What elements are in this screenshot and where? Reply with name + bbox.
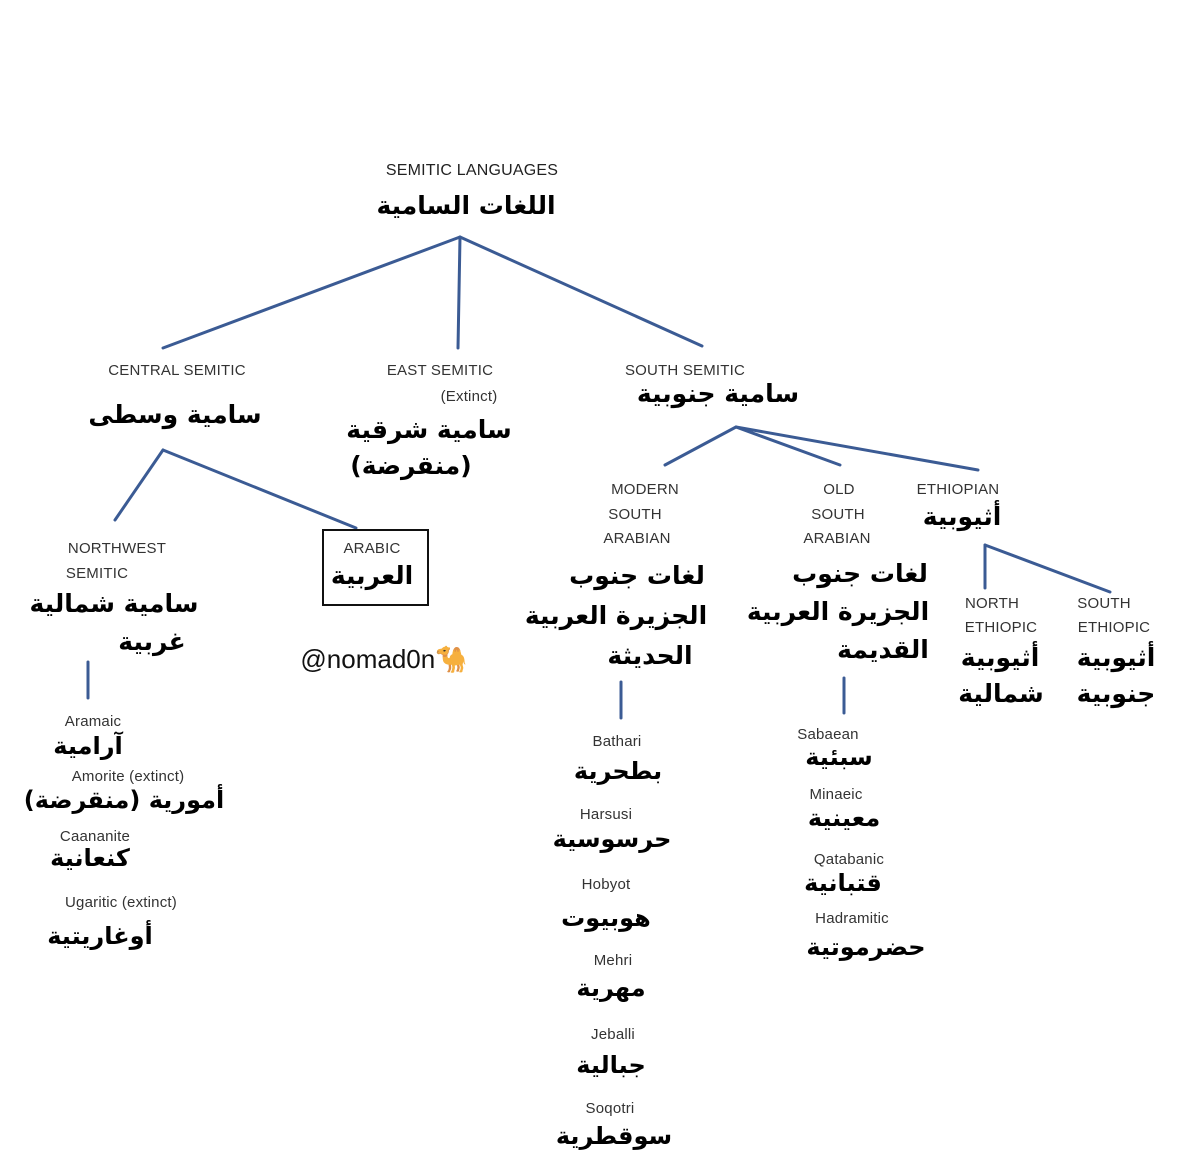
osa-label-ar-2: الجزيرة العربية xyxy=(746,597,930,626)
list-item-ar: سوقطرية xyxy=(555,1122,673,1150)
list-item-ar: جبالية xyxy=(576,1051,646,1079)
msa-label-en-1: MODERN xyxy=(611,481,679,498)
east-label-ar-note: (منقرضة) xyxy=(350,451,472,480)
list-item-ar: أمورية (منقرضة) xyxy=(23,786,225,814)
list-item-ar: حضرموتية xyxy=(806,933,926,961)
list-item-en: Sabaean xyxy=(797,726,859,743)
south-label-ar: سامية جنوبية xyxy=(636,379,800,408)
edge-central-northwest xyxy=(115,450,163,520)
list-item-ar: كنعانية xyxy=(50,844,130,872)
list-item-en: Hadramitic xyxy=(815,910,889,927)
list-item-en: Hobyot xyxy=(581,876,631,893)
arabic-label-ar: العربية xyxy=(330,561,414,590)
ethiopian-label-ar: أثيوبية xyxy=(922,502,1002,531)
edge-root-central xyxy=(163,237,460,348)
list-item-en: Minaeic xyxy=(809,786,863,803)
msa-label-ar-3: الحديثة xyxy=(607,641,693,670)
south-label-en: SOUTH SEMITIC xyxy=(624,362,746,379)
south-ethiopic-label-en-2: ETHIOPIC xyxy=(1077,619,1151,636)
list-item-en: Ugaritic (extinct) xyxy=(65,894,177,911)
list-item-en: Bathari xyxy=(592,733,642,750)
north-ethiopic-label-en-1: NORTH xyxy=(964,595,1020,612)
list-item-en: Aramaic xyxy=(64,713,122,730)
osa-label-ar-3: القديمة xyxy=(837,635,929,664)
edge-south-msa xyxy=(665,427,736,465)
list-item-en: Jeballi xyxy=(591,1026,635,1043)
edge-central-arabic xyxy=(163,450,356,528)
list-item-ar: حرسوسية xyxy=(552,825,672,853)
author-handle: @nomad0n🐪 xyxy=(300,644,468,674)
east-label-en: EAST SEMITIC xyxy=(386,362,494,379)
list-item-ar: سبئية xyxy=(805,743,873,771)
south-ethiopic-label-ar-1: أثيوبية xyxy=(1076,643,1156,672)
arabic-label-en: ARABIC xyxy=(343,540,401,557)
south-ethiopic-label-ar-2: جنوبية xyxy=(1076,679,1156,708)
edge-south-ethiopian xyxy=(736,427,978,470)
south-ethiopic-label-en-1: SOUTH xyxy=(1077,595,1131,612)
list-item-en: Soqotri xyxy=(585,1100,635,1117)
north-ethiopic-label-ar-1: أثيوبية xyxy=(960,643,1040,672)
northwest-label-ar-1: سامية شمالية xyxy=(29,589,199,618)
list-item-ar: آرامية xyxy=(53,732,123,760)
msa-label-ar-2: الجزيرة العربية xyxy=(524,601,708,630)
osa-label-ar-1: لغات جنوب xyxy=(792,559,928,588)
osa-label-en-2: SOUTH xyxy=(811,506,865,523)
central-label-en: CENTRAL SEMITIC xyxy=(108,362,246,379)
edge-south-osa xyxy=(736,427,840,465)
osa-label-en-3: ARABIAN xyxy=(803,530,871,547)
list-item-en: Qatabanic xyxy=(813,851,885,868)
central-label-ar: سامية وسطى xyxy=(88,400,262,429)
list-item-en: Harsusi xyxy=(579,806,633,823)
northwest-label-en-1: NORTHWEST xyxy=(67,540,167,557)
list-item-en: Mehri xyxy=(593,952,633,969)
osa-label-en-1: OLD xyxy=(823,481,855,498)
north-ethiopic-label-en-2: ETHIOPIC xyxy=(964,619,1038,636)
list-item-ar: قتبانية xyxy=(804,869,882,897)
east-label-ar: سامية شرقية xyxy=(346,415,512,444)
edge-root-south xyxy=(460,237,702,346)
msa-label-en-2: SOUTH xyxy=(608,506,662,523)
list-item-ar: أوغاريتية xyxy=(47,922,153,950)
list-item-ar: بطحرية xyxy=(573,757,663,785)
north-ethiopic-label-ar-2: شمالية xyxy=(958,679,1044,708)
edge-ethiopian-horizontal xyxy=(985,545,1110,592)
list-item-ar: مهرية xyxy=(576,974,646,1002)
root-label-en: SEMITIC LANGUAGES xyxy=(385,162,559,179)
edge-root-east xyxy=(458,237,460,348)
northwest-label-ar-2: غربية xyxy=(118,627,186,656)
msa-label-en-3: ARABIAN xyxy=(603,530,671,547)
list-item-en: Amorite (extinct) xyxy=(71,768,185,785)
root-label-ar: اللغات السامية xyxy=(376,191,556,220)
ethiopian-label-en: ETHIOPIAN xyxy=(916,481,1000,498)
msa-label-ar-1: لغات جنوب xyxy=(569,561,705,590)
list-item-ar: هوبيوت xyxy=(561,904,651,932)
east-note: (Extinct) xyxy=(440,388,498,405)
list-item-en: Caananite xyxy=(59,828,131,845)
list-item-ar: معينية xyxy=(807,804,881,832)
northwest-label-en-2: SEMITIC xyxy=(65,565,129,582)
